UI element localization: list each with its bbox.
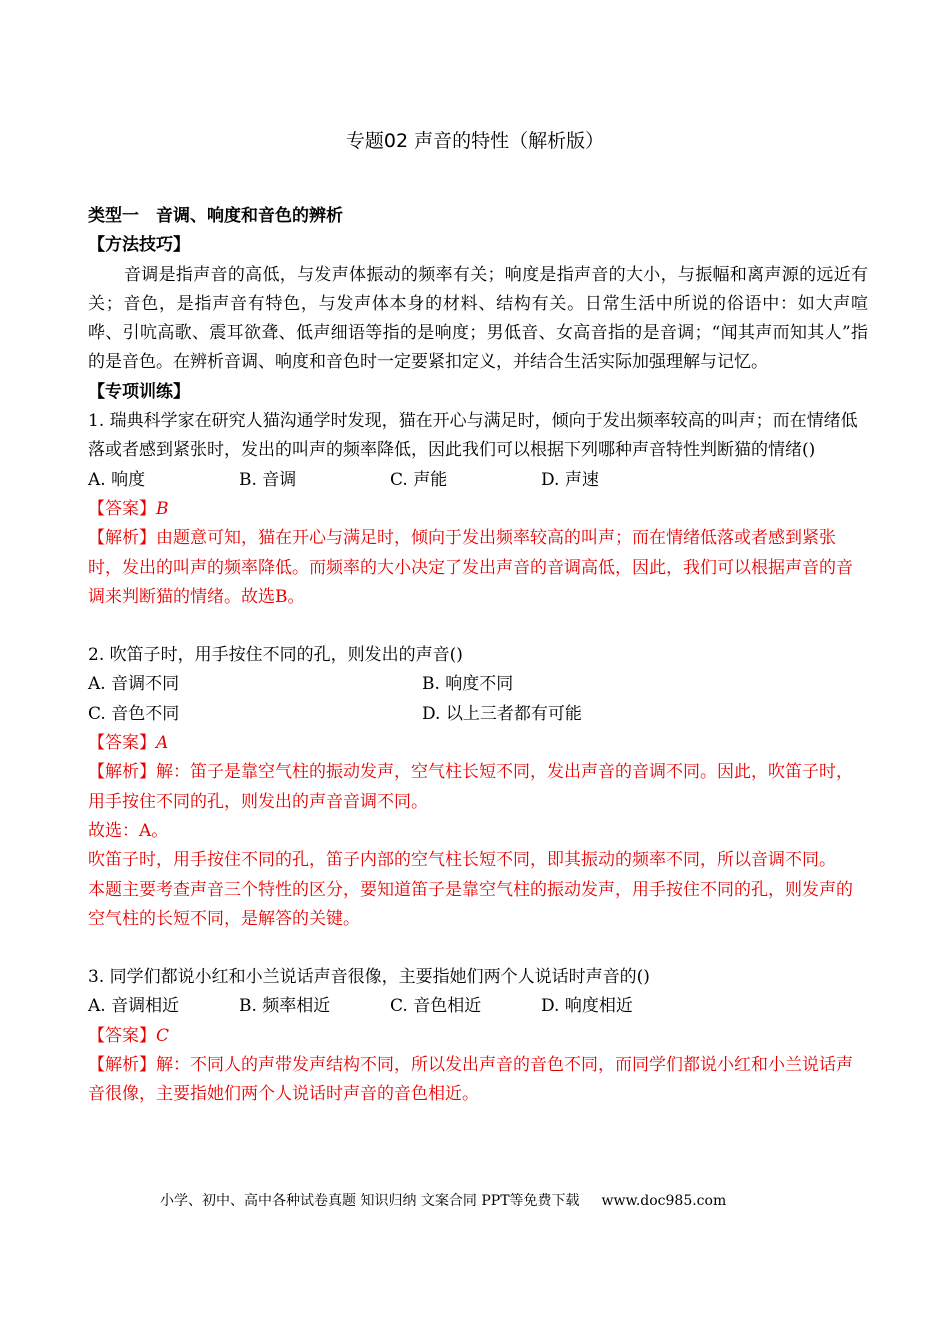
question-stem: 2. 吹笛子时，用手按住不同的孔，则发出的声音() xyxy=(88,645,463,666)
option-d: D. 响度相近 xyxy=(541,996,633,1017)
analysis-text: 解：笛子是靠空气柱的振动发声，空气柱长短不同，发出声音的音调不同。因此，吹笛子时，用手按住不同的孔，则发出的声音音调不同。 xyxy=(88,762,853,812)
option-row xyxy=(88,992,868,1021)
answer-label: 【答案】 xyxy=(88,733,156,754)
answer-line xyxy=(88,729,868,758)
analysis-label: 【解析】 xyxy=(88,528,156,549)
analysis-choice: 故选：A。 xyxy=(88,820,169,841)
section-heading: 类型一 音调、响度和音色的辨析 xyxy=(88,206,343,226)
answer-value: C xyxy=(156,1025,170,1046)
answer-label: 【答案】 xyxy=(88,1025,156,1046)
answer-line xyxy=(88,495,868,524)
page-footer xyxy=(160,1190,726,1212)
method-label: 【方法技巧】 xyxy=(88,235,190,256)
answer-label: 【答案】 xyxy=(88,498,156,519)
option-row xyxy=(88,700,868,729)
option-c: C. 音色不同 xyxy=(88,703,180,724)
answer-line xyxy=(88,1022,868,1051)
footer-text: 小学、初中、高中各种试卷真题 知识归纳 文案合同 PPT等免费下载 xyxy=(160,1193,580,1209)
analysis-text: 解：不同人的声带发声结构不同，所以发出声音的音色不同，而同学们都说小红和小兰说话声音很像，主要指她们两个人说话时声音的音色相近。 xyxy=(88,1055,853,1105)
analysis-line xyxy=(88,1051,868,1110)
analysis-line xyxy=(88,524,868,612)
option-b: B. 音调 xyxy=(239,469,297,490)
option-b: B. 频率相近 xyxy=(239,996,331,1017)
option-a: A. 音调不同 xyxy=(88,674,180,695)
question-stem: 3. 同学们都说小红和小兰说话声音很像，主要指她们两个人说话时声音的() xyxy=(88,967,650,988)
analysis-summary: 本题主要考查声音三个特性的区分，要知道笛子是靠空气柱的振动发声，用手按住不同的孔，则发声的空气柱的长短不同，是解答的关键。 xyxy=(88,879,853,929)
question-1 xyxy=(88,407,868,612)
answer-value: A xyxy=(156,733,169,754)
analysis-label: 【解析】 xyxy=(88,762,156,783)
option-d: D. 声速 xyxy=(541,469,599,490)
footer-url[interactable]: www.doc985.com xyxy=(601,1193,727,1209)
question-stem: 1. 瑞典科学家在研究人猫沟通学时发现，猫在开心与满足时，倾向于发出频率较高的叫声；而在情绪低落或者感到紧张时，发出的叫声的频率降低，因此我们可以根据下列哪种声音特性判断猫的情绪() xyxy=(88,411,858,461)
analysis-line xyxy=(88,758,868,817)
option-c: C. 音色相近 xyxy=(390,996,482,1017)
option-d: D. 以上三者都有可能 xyxy=(422,703,582,724)
option-a: A. 音调相近 xyxy=(88,996,180,1017)
option-row xyxy=(88,466,868,495)
document-body xyxy=(88,202,868,1110)
option-a: A. 响度 xyxy=(88,469,146,490)
answer-value: B xyxy=(156,498,169,519)
analysis-label: 【解析】 xyxy=(88,1055,156,1076)
option-b: B. 响度不同 xyxy=(422,674,514,695)
page-title: 专题02 声音的特性（解析版） xyxy=(345,130,605,152)
question-2 xyxy=(88,641,868,934)
option-row xyxy=(88,670,868,699)
question-3 xyxy=(88,963,868,1109)
method-text: 音调是指声音的高低，与发声体振动的频率有关；响度是指声音的大小，与振幅和离声源的远近有关；音色，是指声音有特色，与发声体本身的材料、结构有关。日常生活中所说的俗语中：如大声喧哗、引吭高歌、震耳欲聋、低声细语等指的是响度；男低音、女高音指的是音调；“闻其声而知其人”指的是音色。在辨析音调、响度和音色时一定要紧扣定义，并结合生活实际加强理解与记忆。 xyxy=(88,264,868,373)
analysis-detail: 吹笛子时，用手按住不同的孔，笛子内部的空气柱长短不同，即其振动的频率不同，所以音调不同。 xyxy=(88,850,836,871)
analysis-text: 由题意可知，猫在开心与满足时，倾向于发出频率较高的叫声；而在情绪低落或者感到紧张时，发出的叫声的频率降低。而频率的大小决定了发出声音的音调高低，因此，我们可以根据声音的音调来判断猫的情绪。故选B。 xyxy=(88,528,853,607)
training-label: 【专项训练】 xyxy=(88,381,190,402)
option-c: C. 声能 xyxy=(390,469,448,490)
